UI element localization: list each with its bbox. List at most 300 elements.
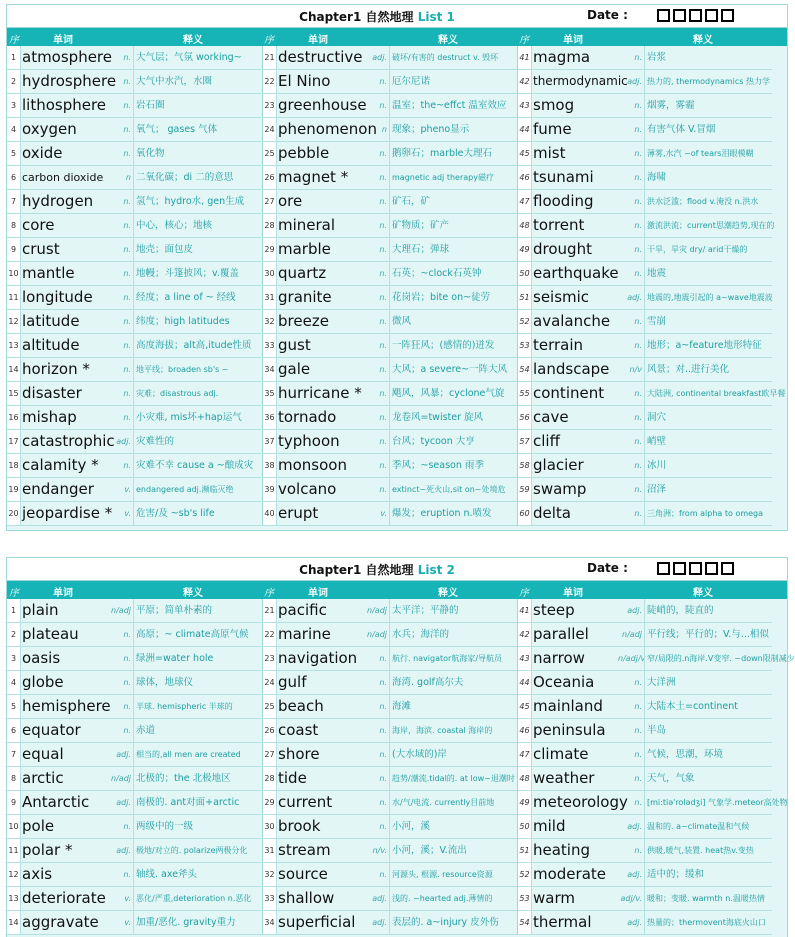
entry-meaning: 季风；~season 雨季 <box>389 454 517 477</box>
entry-word: weather <box>533 769 595 787</box>
entry-number: 18 <box>7 454 21 477</box>
entry-number: 49 <box>518 791 532 814</box>
entry-meaning: 大风；a severe~一阵大风 <box>389 358 517 381</box>
entry-word: earthquake <box>533 264 619 282</box>
entry-number: 35 <box>263 382 277 405</box>
word-entry-row <box>518 695 772 719</box>
part-of-speech: n. <box>634 197 642 206</box>
entry-number: 5 <box>7 142 21 165</box>
entry-number: 32 <box>263 310 277 333</box>
part-of-speech: adj/v. <box>620 894 642 903</box>
part-of-speech: n/v. <box>372 846 387 855</box>
entry-word: drought <box>533 240 592 258</box>
entry-word: avalanche <box>533 312 611 330</box>
part-of-speech: n. <box>123 654 131 663</box>
word-entry-row <box>263 358 517 382</box>
entry-word: swamp <box>533 480 587 498</box>
entry-word: magnet * <box>278 168 349 186</box>
word-entry-row <box>7 310 261 334</box>
title-bar <box>7 558 787 581</box>
word-entry-row <box>7 767 261 791</box>
entry-number: 36 <box>263 406 277 429</box>
word-entry-row <box>518 262 772 286</box>
word-entry-row <box>518 118 772 142</box>
part-of-speech: n. <box>634 221 642 230</box>
entry-number: 30 <box>263 815 277 838</box>
part-of-speech: adj. <box>116 750 131 759</box>
entry-number: 46 <box>518 166 532 189</box>
part-of-speech: n. <box>379 822 387 831</box>
part-of-speech: n. <box>379 461 387 470</box>
word-entry-row <box>518 719 772 743</box>
entry-number: 37 <box>263 430 277 453</box>
entry-word: volcano <box>278 480 337 498</box>
entry-meaning: 冰川 <box>644 454 772 477</box>
entry-word: calamity * <box>22 456 99 474</box>
review-checkboxes[interactable] <box>657 562 734 575</box>
entry-meaning: 平原；简单朴素的 <box>133 599 261 622</box>
word-entry-row <box>518 478 772 502</box>
part-of-speech: n. <box>634 461 642 470</box>
entry-word: oxide <box>22 144 63 162</box>
entry-meaning: 加重/恶化. gravity重力 <box>133 911 261 934</box>
entry-word: superficial <box>278 913 356 931</box>
entry-meaning: 天气，气象 <box>644 767 772 790</box>
part-of-speech: n. <box>634 149 642 158</box>
entry-number: 20 <box>7 502 21 525</box>
entry-number: 44 <box>518 671 532 694</box>
part-of-speech: v. <box>124 918 131 927</box>
entry-word: catastrophic <box>22 432 115 450</box>
part-of-speech: n. <box>123 389 131 398</box>
word-entry-row <box>263 743 517 767</box>
part-of-speech: n. <box>634 509 642 518</box>
word-entry-row <box>263 262 517 286</box>
part-of-speech: n. <box>634 53 642 62</box>
word-column <box>262 46 517 526</box>
entry-meaning: 半球. hemispheric 半球的 <box>133 695 261 718</box>
entry-meaning: 地平线；broaden sb's ~ <box>133 358 261 381</box>
header-seq: 序 <box>519 588 529 599</box>
entry-meaning: 大陆本土=continent <box>644 695 772 718</box>
part-of-speech: n/v <box>629 365 642 374</box>
entry-meaning: 平行线；平行的；V.与...相似 <box>644 623 772 646</box>
entry-word: peninsula <box>533 721 606 739</box>
entry-number: 14 <box>7 358 21 381</box>
word-entry-row <box>7 454 261 478</box>
entry-word: mineral <box>278 216 336 234</box>
entry-meaning: 大洋洲 <box>644 671 772 694</box>
entry-meaning: 地震 <box>644 262 772 285</box>
part-of-speech: n/adj <box>111 606 131 615</box>
entry-word: pole <box>22 817 55 835</box>
word-entry-row <box>518 286 772 310</box>
entry-meaning: 恶化/严重,deterioration n.恶化 <box>133 887 261 910</box>
entry-meaning: 供暖,暖气,装置. heat热v.变热 <box>644 839 772 862</box>
word-entry-row <box>7 334 261 358</box>
checkbox[interactable] <box>689 562 702 575</box>
column-header-row <box>7 581 787 599</box>
entry-word: Antarctic <box>22 793 90 811</box>
word-entry-row <box>263 334 517 358</box>
word-entry-row <box>263 406 517 430</box>
word-entry-row <box>518 430 772 454</box>
entry-meaning: 激流洪流；current思潮趋势,现在的 <box>644 214 772 237</box>
entry-word: gulf <box>278 673 307 691</box>
part-of-speech: n. <box>634 774 642 783</box>
part-of-speech: n. <box>123 678 131 687</box>
entry-word: fume <box>533 120 572 138</box>
entry-number: 53 <box>518 334 532 357</box>
entry-meaning: 薄雾,水汽 ~of tears泪眼模糊 <box>644 142 772 165</box>
entry-meaning: 现象；pheno显示 <box>389 118 517 141</box>
entry-word: hydrosphere <box>22 72 117 90</box>
word-entry-row <box>263 286 517 310</box>
entry-meaning: 花岗岩；bite on~徒劳 <box>389 286 517 309</box>
entry-word: landscape <box>533 360 610 378</box>
part-of-speech: n. <box>123 77 131 86</box>
entry-meaning: 氧气； gases 气体 <box>133 118 261 141</box>
header-word: 单词 <box>53 588 73 599</box>
part-of-speech: n. <box>379 197 387 206</box>
entry-number: 25 <box>263 695 277 718</box>
entry-word: parallel <box>533 625 589 643</box>
word-list-1 <box>6 4 788 531</box>
word-entry-row <box>518 238 772 262</box>
entry-number: 2 <box>7 623 21 646</box>
entry-number: 43 <box>518 647 532 670</box>
part-of-speech: n. <box>634 678 642 687</box>
entry-meaning: 极地/对立的. polarize两极分化 <box>133 839 261 862</box>
word-entry-row <box>518 599 772 623</box>
entry-meaning: 岩石圈 <box>133 94 261 117</box>
part-of-speech: n. <box>379 341 387 350</box>
part-of-speech: adj. <box>627 77 642 86</box>
entry-meaning: 三角洲；from alpha to omega <box>644 502 772 525</box>
entry-meaning: 河源头, 根源. resource资源 <box>389 863 517 886</box>
part-of-speech: n. <box>379 77 387 86</box>
entry-word: hydrogen <box>22 192 94 210</box>
part-of-speech: n. <box>379 485 387 494</box>
part-of-speech: n. <box>634 341 642 350</box>
entry-number: 5 <box>7 695 21 718</box>
entry-meaning: 海湾. golf高尔夫 <box>389 671 517 694</box>
entry-meaning: 雪崩 <box>644 310 772 333</box>
word-entry-row <box>518 671 772 695</box>
part-of-speech: n. <box>123 245 131 254</box>
part-of-speech: n. <box>123 197 131 206</box>
entry-word: equator <box>22 721 81 739</box>
entry-number: 4 <box>7 671 21 694</box>
word-entry-row <box>7 863 261 887</box>
entry-number: 13 <box>7 334 21 357</box>
entry-number: 24 <box>263 671 277 694</box>
entry-number: 57 <box>518 430 532 453</box>
word-entry-row <box>263 430 517 454</box>
part-of-speech: n. <box>379 750 387 759</box>
checkbox[interactable] <box>673 562 686 575</box>
word-entry-row <box>518 166 772 190</box>
part-of-speech: n. <box>634 485 642 494</box>
entry-number: 48 <box>518 767 532 790</box>
entry-number: 53 <box>518 887 532 910</box>
word-entry-row <box>7 647 261 671</box>
entry-word: deteriorate <box>22 889 106 907</box>
entry-number: 13 <box>7 887 21 910</box>
entry-meaning: 温和的. a~climate温和气候 <box>644 815 772 838</box>
entry-word: steep <box>533 601 575 619</box>
entry-word: oxygen <box>22 120 77 138</box>
entry-meaning: 气候，思潮，环境 <box>644 743 772 766</box>
word-entry-row <box>263 142 517 166</box>
header-word: 单词 <box>563 35 583 46</box>
entry-word: monsoon <box>278 456 347 474</box>
word-entry-row <box>263 382 517 406</box>
entry-meaning: 洞穴 <box>644 406 772 429</box>
entry-number: 38 <box>263 454 277 477</box>
word-entry-row <box>7 46 261 70</box>
entry-number: 42 <box>518 70 532 93</box>
part-of-speech: n. <box>634 702 642 711</box>
word-entry-row <box>518 647 795 671</box>
word-entry-row <box>518 94 772 118</box>
header-meaning: 释义 <box>693 35 713 46</box>
checkbox[interactable] <box>705 9 718 22</box>
entry-word: erupt <box>278 504 319 522</box>
part-of-speech: n. <box>379 221 387 230</box>
word-entry-row <box>518 454 772 478</box>
entry-meaning: 干旱，旱灾 dry/ arid干燥的 <box>644 238 772 261</box>
entry-word: narrow <box>533 649 585 667</box>
entry-meaning: 灾难不幸 cause a ~酿成灾 <box>133 454 261 477</box>
word-entry-row <box>7 166 261 190</box>
entry-word: plain <box>22 601 59 619</box>
entry-number: 17 <box>7 430 21 453</box>
entry-word: gale <box>278 360 311 378</box>
entry-word: endanger <box>22 480 94 498</box>
entry-meaning: 二氧化碳；di 二的意思 <box>133 166 261 189</box>
part-of-speech: n. <box>634 798 642 807</box>
part-of-speech: n. <box>379 774 387 783</box>
entry-meaning: 灾难；disastrous adj. <box>133 382 261 405</box>
word-entry-row <box>263 190 517 214</box>
part-of-speech: n <box>125 173 131 182</box>
word-entry-row <box>518 214 775 238</box>
chapter-name: Chapter1 自然地理 <box>299 563 414 577</box>
word-entry-row <box>518 334 772 358</box>
part-of-speech: v. <box>124 894 131 903</box>
entry-word: oasis <box>22 649 61 667</box>
part-of-speech: n. <box>379 173 387 182</box>
entry-number: 2 <box>7 70 21 93</box>
entry-meaning: 表层的. a~injury 皮外伤 <box>389 911 517 934</box>
entry-meaning: 一阵狂风；(感情的)迸发 <box>389 334 517 357</box>
part-of-speech: n. <box>379 678 387 687</box>
entry-meaning: 爆发；eruption n.喷发 <box>389 502 517 525</box>
entry-number: 15 <box>7 382 21 405</box>
entry-word: atmosphere <box>22 48 112 66</box>
entry-meaning: 氧化物 <box>133 142 261 165</box>
word-entry-row <box>518 46 772 70</box>
entry-meaning: 海岸，海滨. coastal 海岸的 <box>389 719 517 742</box>
entry-word: stream <box>278 841 331 859</box>
entry-number: 11 <box>7 286 21 309</box>
header-meaning: 释义 <box>183 35 203 46</box>
entry-word: delta <box>533 504 571 522</box>
word-entry-row <box>7 238 261 262</box>
entry-meaning: 热力的, thermodynamics 热力学 <box>644 70 772 93</box>
entry-meaning: 小河，溪；V.流出 <box>389 839 517 862</box>
entry-meaning: 高度海拔；alt高,itude性质 <box>133 334 261 357</box>
word-entry-row <box>7 478 261 502</box>
word-entry-row <box>518 863 772 887</box>
entry-word: El Nino <box>278 72 331 90</box>
entry-number: 46 <box>518 719 532 742</box>
entry-meaning: 小河，溪 <box>389 815 517 838</box>
part-of-speech: n. <box>123 341 131 350</box>
word-entry-row <box>263 887 517 911</box>
word-entry-row <box>518 623 772 647</box>
checkbox[interactable] <box>721 562 734 575</box>
checkbox[interactable] <box>689 9 702 22</box>
part-of-speech: n. <box>123 870 131 879</box>
part-of-speech: adj. <box>372 53 387 62</box>
entry-word: thermodynamic <box>533 74 628 88</box>
entry-word: navigation <box>278 649 358 667</box>
entry-word: mainland <box>533 697 603 715</box>
part-of-speech: n/adj <box>622 630 642 639</box>
entry-word: mist <box>533 144 566 162</box>
part-of-speech: n. <box>634 750 642 759</box>
header-meaning: 释义 <box>438 588 458 599</box>
entry-number: 55 <box>518 382 532 405</box>
entry-number: 39 <box>263 478 277 501</box>
entry-meaning: 厄尔尼诺 <box>389 70 517 93</box>
entry-meaning: 高原；~ climate高原气候 <box>133 623 261 646</box>
word-entry-row <box>263 502 517 526</box>
entry-meaning: 热量的；thermovent海底火山口 <box>644 911 772 934</box>
entry-word: flooding <box>533 192 594 210</box>
entry-word: magma <box>533 48 591 66</box>
header-seq: 序 <box>9 588 19 599</box>
part-of-speech: n/adj/v <box>618 654 646 663</box>
entry-number: 7 <box>7 743 21 766</box>
entry-meaning: 飓风，风暴；cyclone气旋 <box>389 382 517 405</box>
entry-number: 1 <box>7 599 21 622</box>
entry-word: torrent <box>533 216 585 234</box>
header-word: 单词 <box>308 35 328 46</box>
entry-number: 34 <box>263 911 277 934</box>
part-of-speech: n. <box>634 317 642 326</box>
word-entry-row <box>263 695 517 719</box>
part-of-speech: adj. <box>627 870 642 879</box>
part-of-speech: n. <box>379 870 387 879</box>
word-entry-row <box>7 94 261 118</box>
entry-number: 8 <box>7 767 21 790</box>
checkbox[interactable] <box>657 562 670 575</box>
entry-word: continent <box>533 384 605 402</box>
entry-word: greenhouse <box>278 96 367 114</box>
word-entry-row <box>7 358 261 382</box>
word-entry-row <box>7 911 261 935</box>
part-of-speech: v. <box>380 509 387 518</box>
part-of-speech: adj. <box>372 894 387 903</box>
word-entry-row <box>263 94 517 118</box>
entry-meaning: 海滩 <box>389 695 517 718</box>
entry-meaning: 轴线. axe斧头 <box>133 863 261 886</box>
entry-number: 9 <box>7 238 21 261</box>
entry-word: heating <box>533 841 591 859</box>
entry-meaning: 两级中的一级 <box>133 815 261 838</box>
word-entry-row <box>518 502 772 526</box>
word-list-2 <box>6 557 795 937</box>
date-label: Date : <box>587 561 628 575</box>
part-of-speech: n. <box>634 101 642 110</box>
checkbox[interactable] <box>673 9 686 22</box>
entry-word: polar * <box>22 841 73 859</box>
entry-number: 12 <box>7 310 21 333</box>
part-of-speech: n. <box>123 269 131 278</box>
entry-meaning: 龙卷风=twister 旋风 <box>389 406 517 429</box>
word-entry-row <box>7 262 261 286</box>
word-column <box>7 46 261 526</box>
entry-word: granite <box>278 288 332 306</box>
part-of-speech: n. <box>123 149 131 158</box>
entry-meaning: 太平洋；平静的 <box>389 599 517 622</box>
checkbox[interactable] <box>657 9 670 22</box>
word-entry-row <box>7 214 261 238</box>
entry-meaning: 北极的；the 北极地区 <box>133 767 261 790</box>
part-of-speech: n. <box>379 702 387 711</box>
entry-number: 29 <box>263 791 277 814</box>
part-of-speech: n. <box>123 293 131 302</box>
entry-meaning: 海啸 <box>644 166 772 189</box>
entry-word: shore <box>278 745 320 763</box>
entry-meaning: 浅的. ~hearted adj.薄情的 <box>389 887 517 910</box>
entry-number: 33 <box>263 334 277 357</box>
entry-number: 54 <box>518 358 532 381</box>
word-entry-row <box>7 286 261 310</box>
entry-word: lithosphere <box>22 96 107 114</box>
part-of-speech: n. <box>123 317 131 326</box>
entry-meaning: 窄/局限的.n海岸.V变窄. ~down限制减少 <box>644 647 772 670</box>
word-entry-row <box>263 647 517 671</box>
entry-number: 47 <box>518 743 532 766</box>
entry-word: climate <box>533 745 589 763</box>
word-entry-row <box>263 118 517 142</box>
entry-number: 27 <box>263 190 277 213</box>
entry-word: core <box>22 216 55 234</box>
checkbox[interactable] <box>705 562 718 575</box>
header-seq: 序 <box>9 35 19 46</box>
entry-meaning: 地壳；面包皮 <box>133 238 261 261</box>
entry-word: plateau <box>22 625 79 643</box>
entry-word: tsunami <box>533 168 594 186</box>
entry-meaning: (大水域的)岸 <box>389 743 517 766</box>
entry-number: 12 <box>7 863 21 886</box>
entry-meaning: 球体，地球仪 <box>133 671 261 694</box>
word-entry-row <box>7 791 261 815</box>
part-of-speech: n. <box>123 630 131 639</box>
review-checkboxes[interactable] <box>657 9 734 22</box>
header-meaning: 释义 <box>438 35 458 46</box>
part-of-speech: n. <box>379 269 387 278</box>
checkbox[interactable] <box>721 9 734 22</box>
word-entry-row <box>263 166 517 190</box>
word-entry-row <box>263 238 517 262</box>
entry-meaning: 经度；a line of ~ 经线 <box>133 286 261 309</box>
entry-word: hemisphere <box>22 697 111 715</box>
